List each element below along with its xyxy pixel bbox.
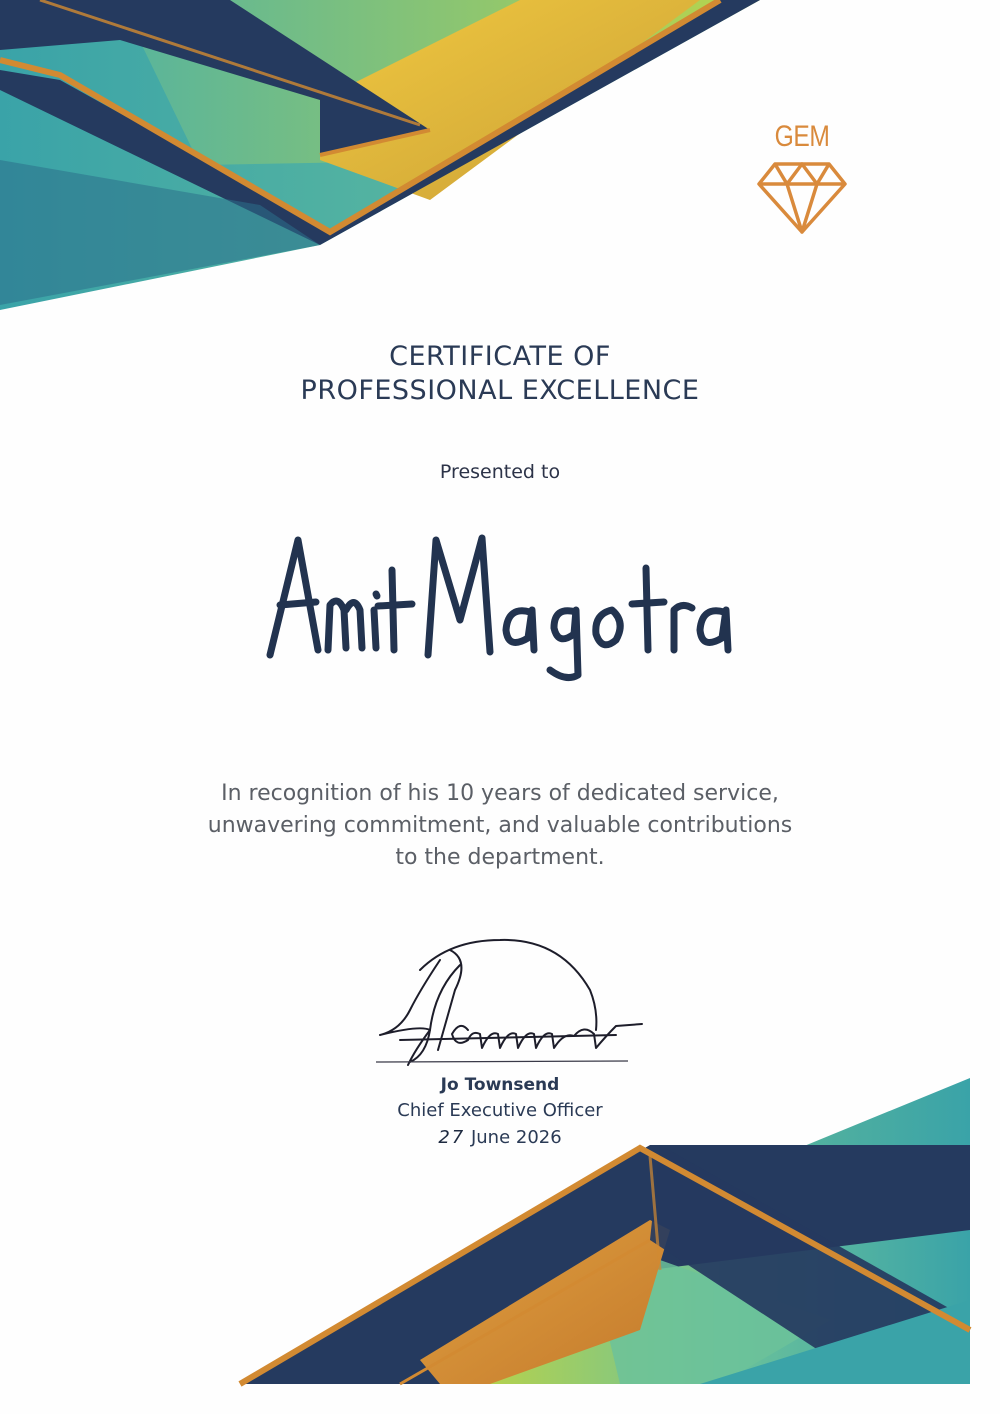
company-logo (752, 118, 852, 248)
signature-date-rest: June 2026 (470, 1127, 562, 1148)
diamond-icon (757, 160, 847, 236)
recognition-line-2: unwavering commitment, and valuable contributions (207, 813, 793, 838)
logo-text: GEM (774, 120, 830, 153)
signatory-role: Chief Executive Officer (397, 1100, 603, 1121)
signatory-name: Jo Townsend (440, 1075, 560, 1095)
recognition-line-1: In recognition of his 10 years of dedicated service, (221, 781, 779, 806)
recipient-name (250, 510, 750, 685)
recognition-line-3: to the department. (395, 845, 605, 870)
recognition-text (150, 778, 850, 874)
title-line-1: CERTIFICATE OF (389, 341, 611, 372)
title-line-2: PROFESSIONAL EXCELLENCE (300, 375, 700, 406)
bottom-decorative-banner (0, 1070, 1000, 1414)
presented-to-label: Presented to (439, 461, 561, 483)
top-decorative-banner (0, 0, 760, 320)
recipient-name-lettering (250, 510, 750, 685)
signature-date-day: 27 (438, 1127, 466, 1148)
handwritten-signature (360, 930, 660, 1070)
certificate-title (0, 340, 1000, 408)
